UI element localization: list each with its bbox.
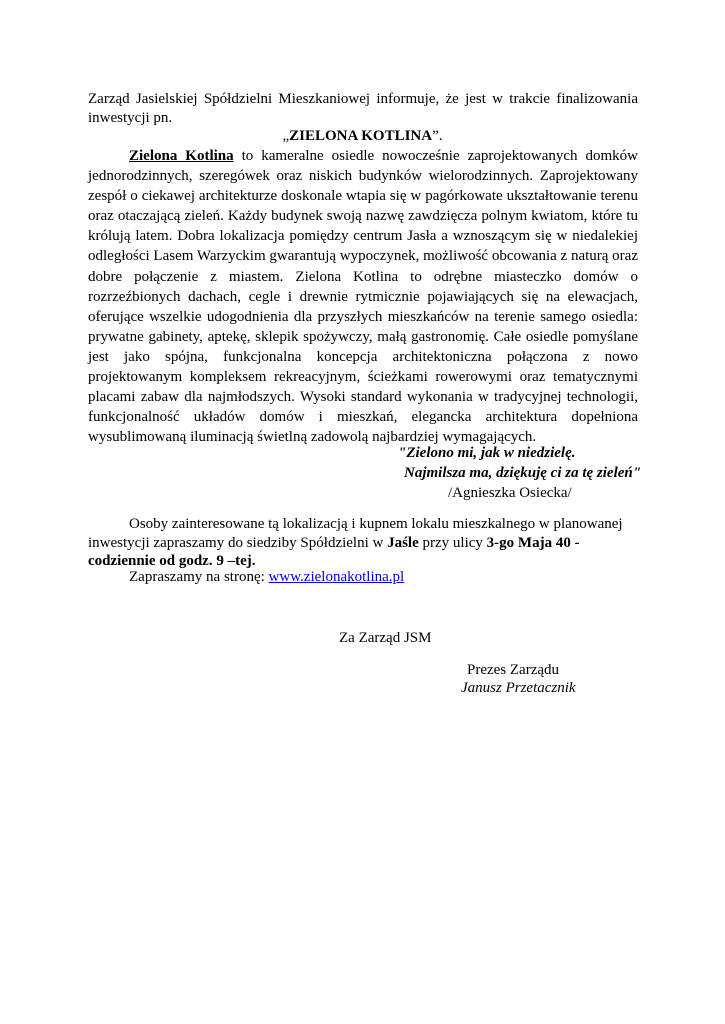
- quote-line-1: "Zielono mi, jak w niedzielę.: [398, 445, 576, 461]
- signoff-role: Prezes Zarządu: [467, 662, 560, 678]
- quote-line-2: Najmilsza ma, dziękuję ci za tę zieleń": [404, 465, 642, 481]
- contact-address: 3-go Maja 40 - codziennie od godz. 9 –tej.: [88, 534, 580, 569]
- website-link[interactable]: www.zielonakotlina.pl: [268, 569, 405, 585]
- description-text: to kameralne osiedle nowocześnie zaprojektowanych domków jednorodzinnych, szeregówek oraz niskich budynków wielorodzinnych. Zaprojektowany zespół o ciekawej architekturze doskonale wtapia się w pagórkowate ukształtowanie terenu oraz otaczającą zieleń. Każdy budynek swoją nazwę zawdzięcza polnym kwiatom, które tu królują latem. Dobra lokalizacja pomiędzy centrum Jasła a wznoszącym się w niedalekiej odległości Lasem Warzyckim gwarantują wypoczynek, możliwość obcowania z naturą oraz dobre połączenie z miastem. Zielona Kotlina to odrębne miasteczko domów o rozrzeźbionych dachach, cegle i drewnie rytmicznie pojawiających się na elewacjach, oferujące wszelkie udogodnienia dla przyszłych mieszkańców na terenie samego osiedla: prywatne gabinety, aptekę, sklepik spożywczy, małą gastronomię. Całe osiedle pomyślane jest jako spójna, funkcjonalna koncepcja architektoniczna połączona z nowo projektowanym kompleksem rekreacyjnym, ścieżkami rowerowymi oraz tematycznymi placami zabaw dla najmłodszych. Wysoki standard wykonania w tradycyjnej technologii, funkcjonalność układów domów i mieszkań, elegancka architektura dopełniona wysublimowaną iluminacją świetlną zadowolą najbardziej wymagających.: [88, 148, 638, 446]
- contact-text-2: przy ulicy: [418, 534, 487, 551]
- contact-text-1: Osoby zainteresowane tą lokalizacją i kupnem lokalu mieszkalnego w planowanej inwestycji zapraszamy do siedziby Spółdzielni w: [88, 516, 623, 551]
- title-open-quote: „: [282, 128, 290, 144]
- brand-name: Zielona Kotlina: [129, 148, 234, 164]
- investment-title: [0, 127, 725, 146]
- contact-paragraph: [88, 515, 638, 571]
- signoff-name: Janusz Przetacznik: [461, 680, 576, 696]
- contact-city: Jaśle: [387, 534, 419, 551]
- signoff-board: Za Zarząd JSM: [339, 630, 432, 646]
- description-paragraph: [88, 146, 638, 447]
- quote-author: /Agnieszka Osiecka/: [448, 485, 572, 501]
- title-close-quote: ”.: [432, 128, 443, 144]
- website-invite: [129, 568, 404, 587]
- title-name: ZIELONA KOTLINA: [289, 128, 433, 144]
- invite-text: Zapraszamy na stronę:: [129, 569, 269, 585]
- intro-paragraph: Zarząd Jasielskiej Spółdzielni Mieszkaniowej informuje, że jest w trakcie finalizowania inwestycji pn.: [88, 91, 638, 126]
